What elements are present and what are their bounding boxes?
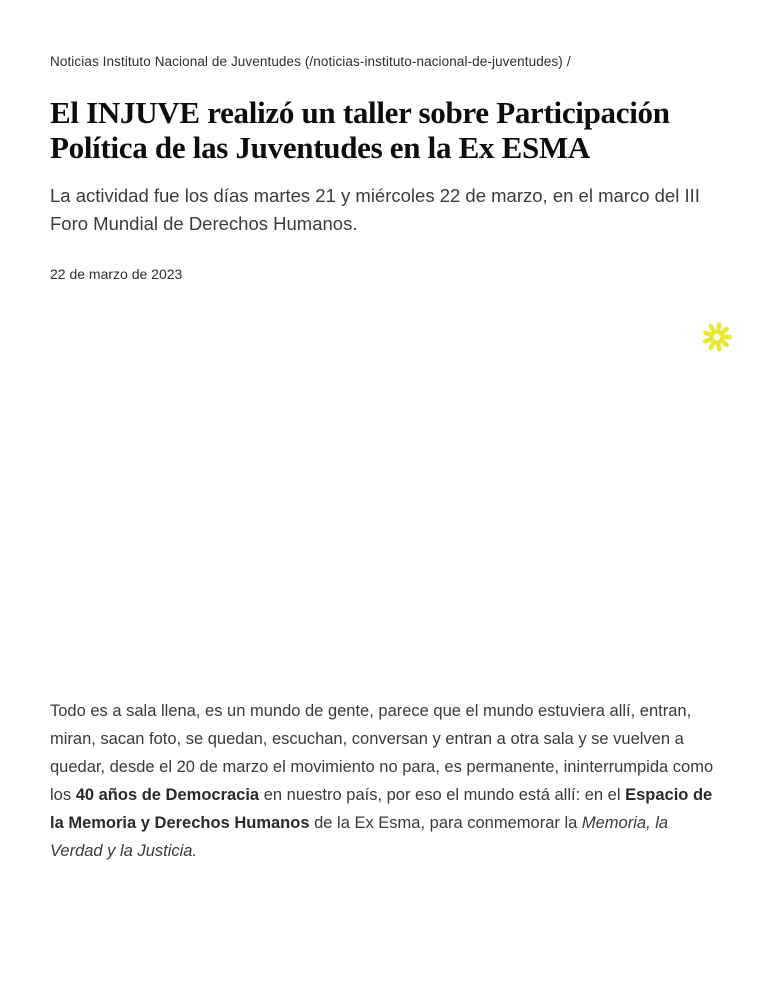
body-text-segment-1: Todo es a sala llena, es un mundo de gente, parece que el mundo estuviera allí, entran, miran, sacan foto, se quedan, escuchan, conversan y entran a otra sala y se vuelven a quedar, desde el 20 de marzo el movimiento no para, es permanente, ininterrumpida como los bbox=[50, 702, 714, 804]
breadcrumb-link-noticias[interactable]: Noticias Instituto Nacional de Juventudes (/noticias-instituto-nacional-de-juventudes) bbox=[50, 54, 563, 69]
article-image-placeholder bbox=[50, 283, 723, 697]
body-bold-democracia: 40 años de Democracia bbox=[75, 786, 260, 804]
loading-spinner-icon bbox=[702, 322, 732, 352]
body-text-segment-2: en nuestro país, por eso el mundo está allí: en el bbox=[259, 786, 626, 804]
article-body bbox=[50, 697, 722, 865]
article-subtitle: La actividad fue los días martes 21 y miércoles 22 de marzo, en el marco del III Foro Mundial de Derechos Humanos. bbox=[50, 185, 700, 234]
body-bold-espacio-memoria: Espacio de la Memoria y Derechos Humanos bbox=[50, 786, 713, 832]
body-italic-memoria-verdad-justicia: Memoria, la Verdad y la Justicia. bbox=[50, 814, 669, 860]
body-text-segment-3: de la Ex Esma, para conmemorar la bbox=[309, 814, 582, 832]
breadcrumb-separator: / bbox=[566, 54, 571, 69]
breadcrumb bbox=[50, 53, 723, 71]
article-date: 22 de marzo de 2023 bbox=[50, 266, 183, 282]
page-title: El INJUVE realizó un taller sobre Participación Política de las Juventudes en la Ex ESMA bbox=[50, 95, 670, 165]
